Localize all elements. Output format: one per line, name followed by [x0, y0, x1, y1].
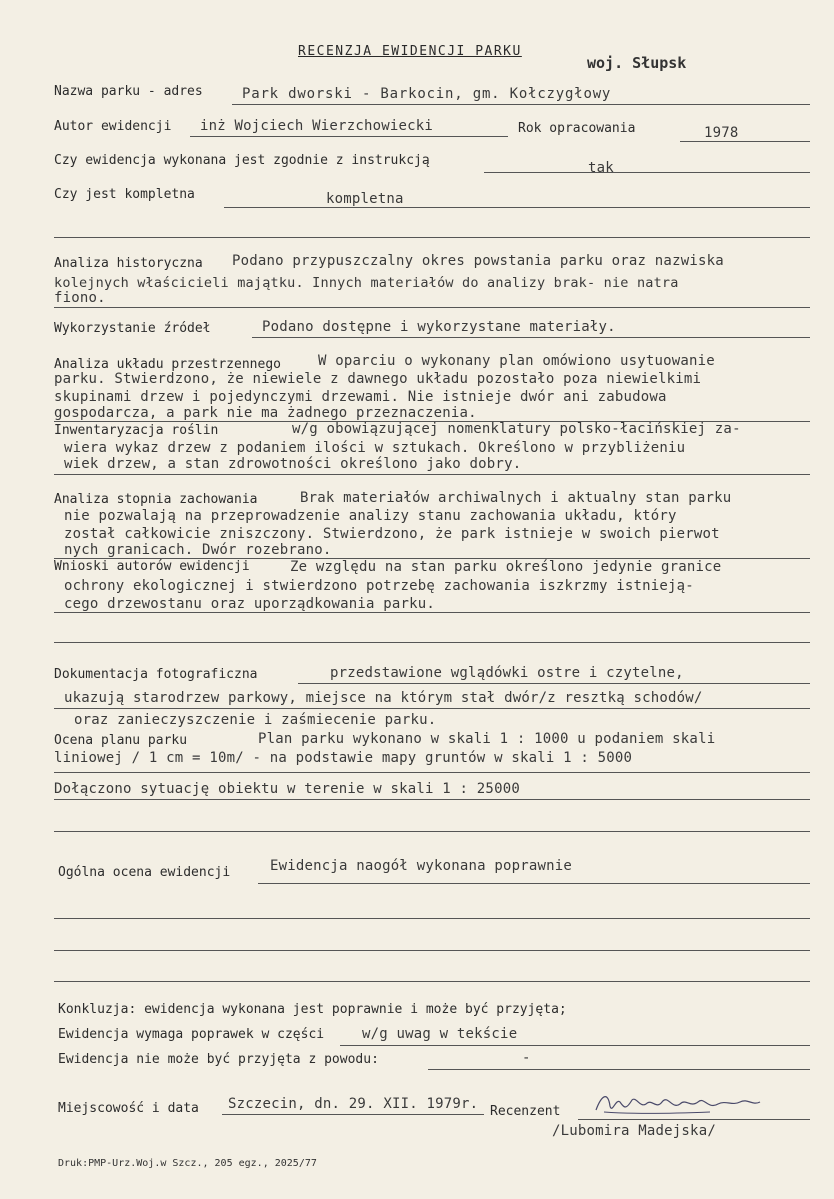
historical-label: Analiza historyczna — [54, 256, 203, 271]
reviewer-name: /Lubomira Madejska/ — [552, 1123, 716, 1139]
park-name-line — [232, 104, 810, 105]
historical-line-1: Podano przypuszczalny okres powstania parku oraz nazwiska — [232, 253, 724, 269]
corrections-rule — [340, 1045, 810, 1046]
overall-rule — [258, 883, 810, 884]
place-rule — [222, 1114, 484, 1115]
spatial-line-4: gospodarcza, a park nie ma żadnego przeznaczenia. — [54, 405, 477, 421]
rejected-label: Ewidencja nie może być przyjęta z powodu: — [58, 1052, 379, 1067]
blank-line-5 — [54, 950, 810, 951]
signature — [590, 1088, 770, 1122]
rejected-rule — [428, 1069, 810, 1070]
photos-label: Dokumentacja fotograficzna — [54, 667, 258, 682]
spatial-label: Analiza układu przestrzennego — [54, 357, 281, 372]
preservation-line-3: został całkowicie zniszczony. Stwierdzono, że park istnieje w swoich pierwot — [64, 526, 720, 542]
spatial-line-2: parku. Stwierdzono, że niewiele z dawnego układu pozostało poza niewielkimi — [54, 371, 702, 387]
blank-line-3 — [54, 831, 810, 832]
historical-line-2: kolejnych właścicieli majątku. Innych materiałów do analizy brak- nie natra — [54, 275, 679, 291]
author-value: inż Wojciech Wierzchowiecki — [200, 118, 433, 134]
place-label: Miejscowość i data — [58, 1101, 199, 1116]
photos-rule-1 — [298, 683, 810, 684]
spatial-line-1: W oparciu o wykonany plan omówiono usytuowanie — [318, 353, 715, 369]
sources-rule — [252, 337, 810, 338]
blank-line-4 — [54, 918, 810, 919]
conclusions-label: Wnioski autorów ewidencji — [54, 559, 250, 574]
complete-line — [224, 207, 810, 208]
overall-value: Ewidencja naogół wykonana poprawnie — [270, 858, 573, 874]
sources-value: Podano dostępne i wykorzystane materiały. — [262, 319, 616, 335]
preservation-line-1: Brak materiałów archiwalnych i aktualny stan parku — [300, 490, 732, 506]
plan-label: Ocena planu parku — [54, 733, 188, 748]
conclusions-line-2: ochrony ekologicznej i stwierdzono potrzebę zachowania iszkrzmy istnieją- — [64, 578, 694, 594]
corrections-value: w/g uwag w tekście — [362, 1026, 518, 1042]
plants-line-3: wiek drzew, a stan zdrowotności określono jako dobry. — [64, 456, 522, 472]
compliance-label: Czy ewidencja wykonana jest zgodnie z instrukcją — [54, 153, 430, 168]
rejected-value: - — [522, 1050, 531, 1066]
blank-line-6 — [54, 981, 810, 982]
photos-rule-2 — [54, 708, 810, 709]
plants-line-2: wiera wykaz drzew z podaniem ilości w sztukach. Określono w przybliżeniu — [64, 440, 686, 456]
plan-line-2: liniowej / 1 cm = 10m/ - na podstawie mapy gruntów w skali 1 : 5000 — [54, 750, 633, 766]
park-name-value: Park dworski - Barkocin, gm. Kołczygłowy — [242, 86, 612, 102]
compliance-value: tak — [588, 160, 614, 176]
blank-line-2 — [54, 642, 810, 643]
plan-line-3: Dołączono sytuację obiektu w terenie w skali 1 : 25000 — [54, 781, 520, 797]
overall-label: Ogólna ocena ewidencji — [58, 865, 231, 880]
complete-value: kompletna — [326, 191, 404, 207]
blank-line-1 — [54, 237, 810, 238]
complete-label: Czy jest kompletna — [54, 187, 195, 202]
spatial-line-3: skupinami drzew i pojedynczymi drzewami. Nie istnieje dwór ani zabudowa — [54, 389, 667, 405]
plan-rule — [54, 772, 810, 773]
historical-line-rule — [54, 307, 810, 308]
preservation-line-4: nych granicach. Dwór rozebrano. — [64, 542, 332, 558]
historical-line-3: fiono. — [54, 290, 106, 306]
conclusions-line-1: Ze względu na stan parku określono jedynie granice — [290, 559, 722, 575]
plan-line-1: Plan parku wykonano w skali 1 : 1000 u podaniem skali — [258, 731, 716, 747]
conclusions-rule — [54, 612, 810, 613]
author-line — [190, 136, 508, 137]
print-footer: Druk:PMP-Urz.Woj.w Szcz., 205 egz., 2025/77 — [58, 1158, 317, 1169]
place-value: Szczecin, dn. 29. XII. 1979r. — [228, 1096, 479, 1112]
plants-line-1: w/g obowiązującej nomenklatury polsko-łacińskiej za- — [292, 421, 741, 437]
plants-rule — [54, 474, 810, 475]
photos-line-3: oraz zanieczyszczenie i zaśmiecenie parku. — [74, 712, 437, 728]
form-title: RECENZJA EWIDENCJI PARKU — [298, 44, 522, 59]
conclusions-line-3: cego drzewostanu oraz uporządkowania parku. — [64, 596, 436, 612]
conclusion-statement: Konkluzja: ewidencja wykonana jest poprawnie i może być przyjęta; — [58, 1002, 567, 1017]
compliance-line — [484, 172, 810, 173]
photos-line-2: ukazują starodrzew parkowy, miejsce na którym stał dwór/z resztką schodów/ — [64, 690, 703, 706]
plan-rule-2 — [54, 799, 810, 800]
region-label: woj. Słupsk — [587, 54, 687, 72]
author-label: Autor ewidencji — [54, 119, 172, 134]
corrections-label: Ewidencja wymaga poprawek w części — [58, 1027, 325, 1042]
plants-label: Inwentaryzacja roślin — [54, 423, 219, 438]
year-label: Rok opracowania — [518, 121, 636, 136]
year-value: 1978 — [704, 125, 739, 141]
year-line — [680, 141, 810, 142]
park-name-label: Nazwa parku - adres — [54, 84, 203, 99]
photos-line-1: przedstawione wglądówki ostre i czytelne, — [330, 665, 684, 681]
reviewer-label: Recenzent — [490, 1104, 561, 1119]
preservation-label: Analiza stopnia zachowania — [54, 492, 258, 507]
sources-label: Wykorzystanie źródeł — [54, 321, 211, 336]
preservation-line-2: nie pozwalają na przeprowadzenie analizy stanu zachowania układu, który — [64, 508, 677, 524]
